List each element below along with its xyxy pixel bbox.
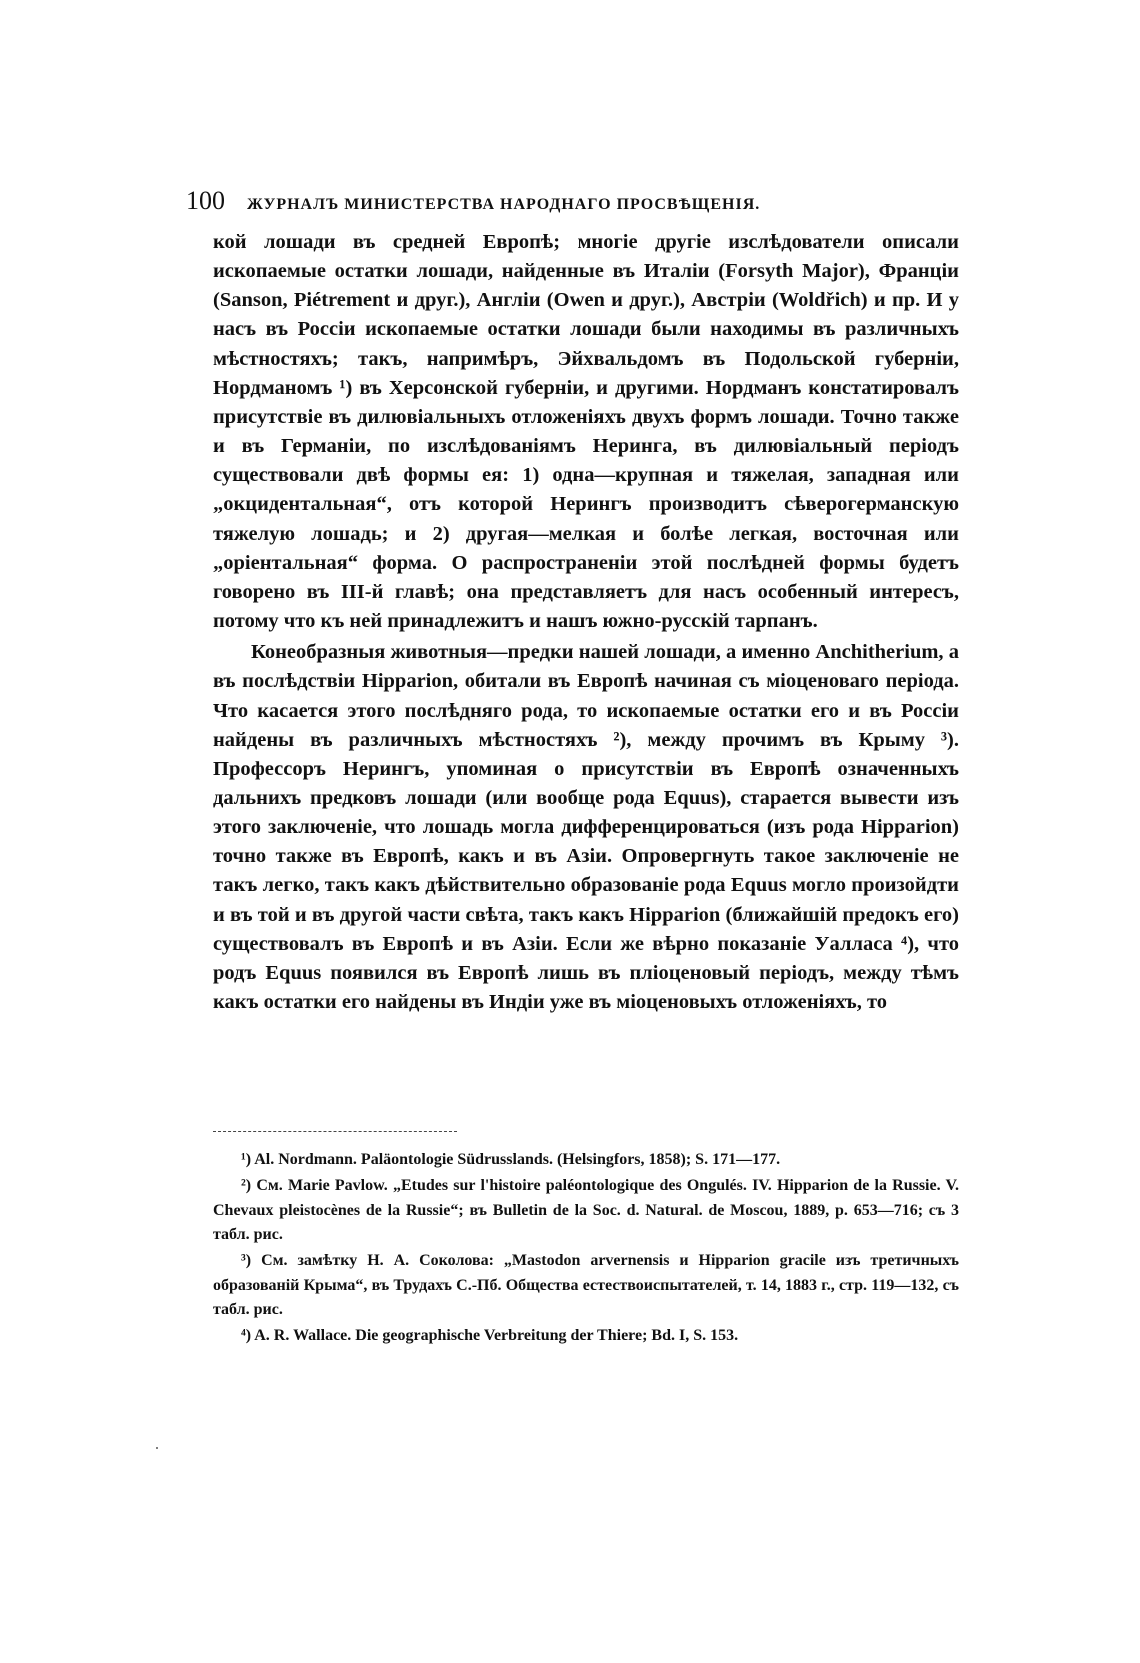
body-text	[213, 228, 959, 1017]
page-number: 100	[186, 186, 225, 215]
footnote: ⁴) A. R. Wallace. Die geographische Verbreitung der Thiere; Bd. I, S. 153.	[241, 1327, 739, 1344]
paragraph: кой лошади въ средней Европѣ; многіе другіе изслѣдователи описали ископаемые остатки лошади, найденные въ Италіи (Forsyth Major), Франціи (Sanson, Piétrement и друг.), Англіи (Owen и друг.), Австріи (Woldřich) и пр. И у насъ въ Россіи ископаемые остатки лошади были находимы въ различныхъ мѣстностяхъ; такъ, напримѣръ, Эйхвальдомъ въ Подольской губерніи, Нордманомъ ¹) въ Херсонской губерніи, и другими. Нордманъ констатировалъ присутствіе въ дилювіальныхъ отложеніяхъ двухъ формъ лошади. Точно также и въ Германіи, по изслѣдованіямъ Неринга, въ дилювіальный періодъ существовали двѣ формы ея: 1) одна—крупная и тяжелая, западная или „окцидентальная“, отъ которой Нерингъ производитъ сѣверогерманскую тяжелую лошадь; и 2) другая—мелкая и болѣе легкая, восточная или „оріентальная“ форма. О распространеніи этой послѣдней формы будетъ говорено въ III-й главѣ; она представляетъ для насъ особенный интересъ, потому что къ ней принадлежитъ и нашъ южно-русскій тарпанъ.	[213, 231, 959, 633]
footnote-separator	[213, 1131, 457, 1132]
running-title: ЖУРНАЛЪ МИНИСТЕРСТВА НАРОДНАГО ПРОСВѢЩЕНІЯ.	[247, 196, 761, 213]
footnote: ³) См. замѣтку Н. А. Соколова: „Mastodon arvernensis и Hipparion gracile изъ третичныхъ образованій Крыма“, въ Трудахъ С.-Пб. Общества естествоиспытателей, т. 14, 1883 г., стр. 119—132, съ табл. рис.	[213, 1252, 959, 1318]
page-header	[186, 186, 971, 216]
footnote: ¹) Al. Nordmann. Paläontologie Südrusslands. (Helsingfors, 1858); S. 171—177.	[241, 1151, 781, 1168]
paragraph: Конеобразныя животныя—предки нашей лошади, а именно Anchitherium, а въ послѣдствіи Hipparion, обитали въ Европѣ начиная съ міоценоваго періода. Что касается этого послѣдняго рода, то ископаемые остатки его и въ Россіи найдены въ различныхъ мѣстностяхъ ²), между прочимъ въ Крыму ³). Профессоръ Нерингъ, упоминая о присутствіи въ Европѣ означенныхъ дальнихъ предковъ лошади (или вообще рода Equus), старается вывести изъ этого заключеніе, что лошадь могла дифференцироваться (изъ рода Hipparion) точно также въ Европѣ, какъ и въ Азіи. Опровергнуть такое заключеніе не такъ легко, такъ какъ дѣйствительно образованіе рода Equus могло произойдти и въ той и въ другой части свѣта, такъ какъ Hipparion (ближайшій предокъ его) существовалъ въ Европѣ и въ Азіи. Если же вѣрно показаніе Уалласа ⁴), что родъ Equus появился въ Европѣ лишь въ пліоценовый періодъ, между тѣмъ какъ остатки его найдены въ Индіи уже въ міоценовыхъ отложеніяхъ, то	[213, 641, 959, 1014]
footnotes	[213, 1148, 959, 1349]
footnote: ²) См. Marie Pavlow. „Etudes sur l'histoire paléontologique des Ongulés. IV. Hipparion de la Russie. V. Chevaux pleistocènes de la Russie“; въ Bulletin de la Soc. d. Natural. de Moscou, 1889, p. 653—716; съ 3 табл. рис.	[213, 1177, 959, 1243]
scan-speck	[156, 1447, 158, 1449]
